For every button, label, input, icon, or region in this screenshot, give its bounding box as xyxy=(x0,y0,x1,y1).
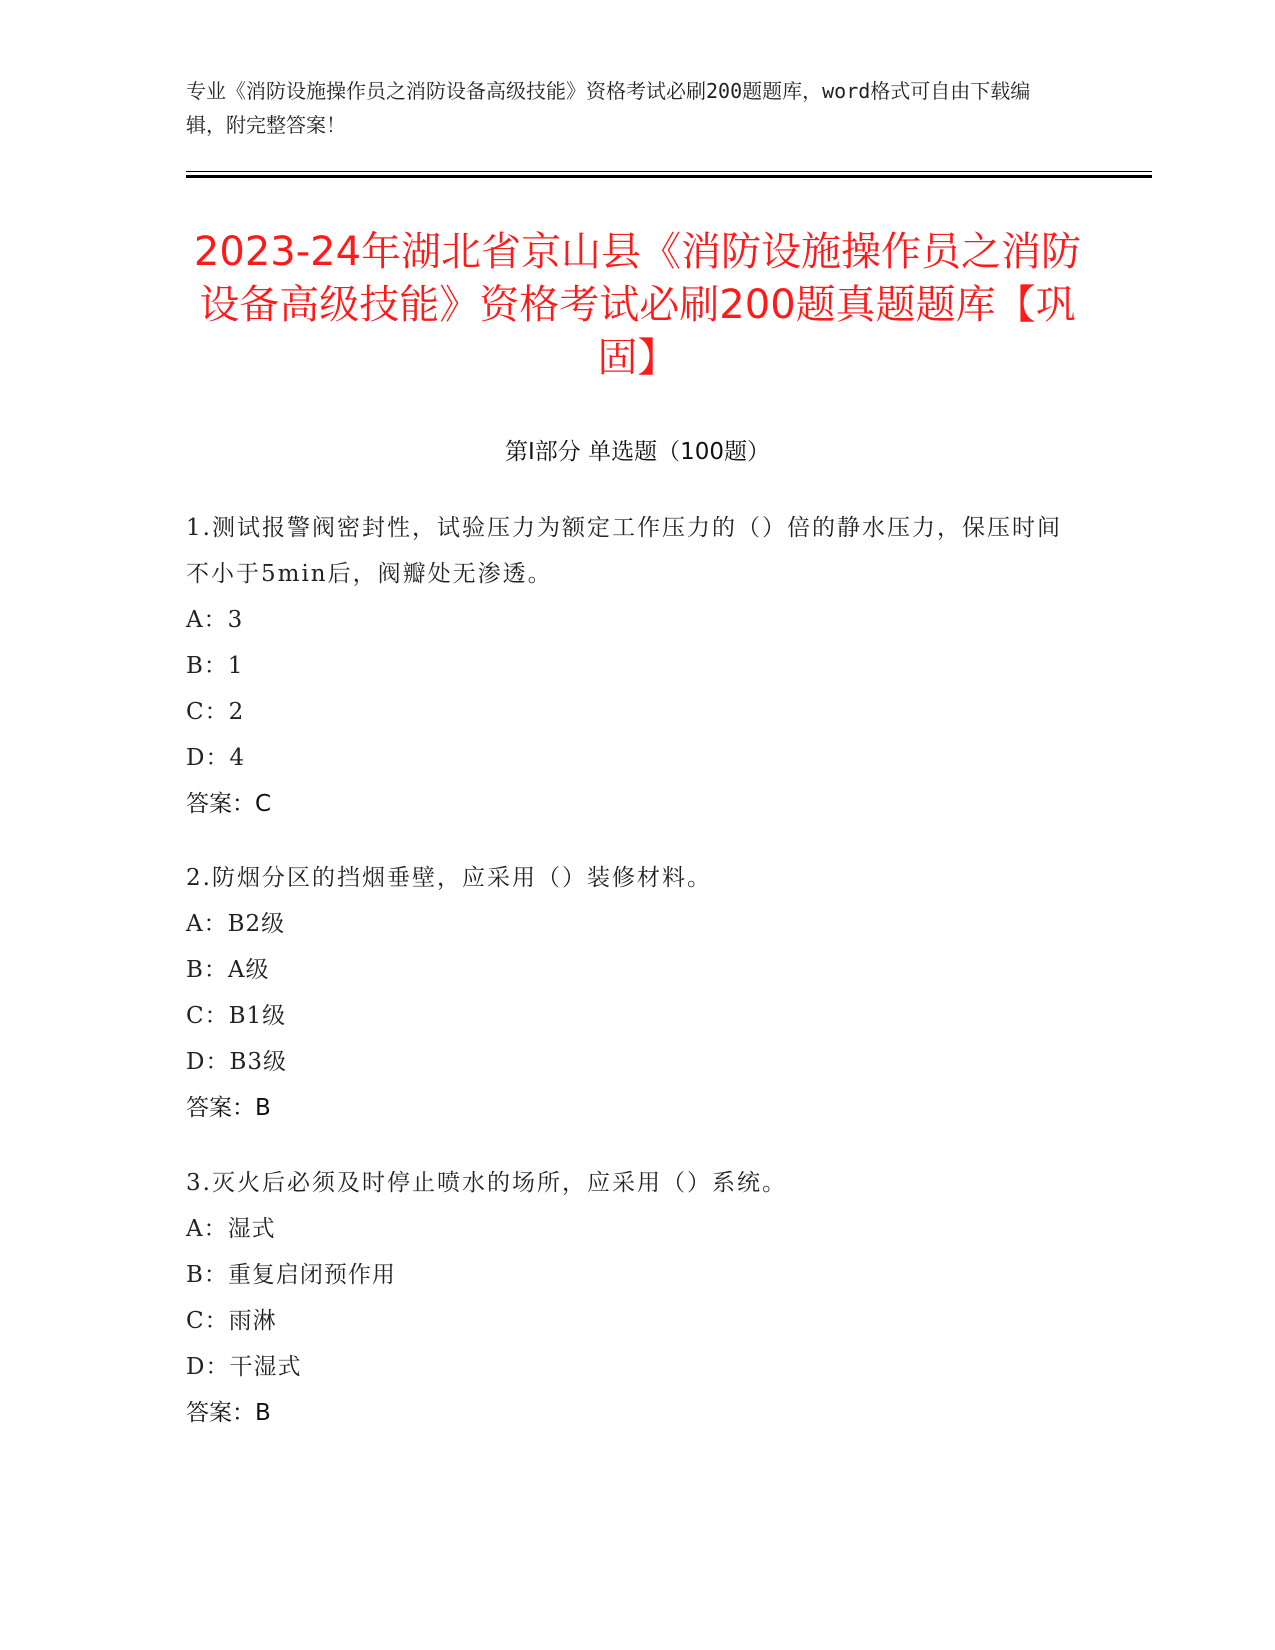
header-divider-thin xyxy=(186,171,1152,172)
option-d: D：B3级 xyxy=(186,1049,287,1075)
question-1 xyxy=(186,505,1066,827)
option-d: D：干湿式 xyxy=(186,1354,302,1380)
question-3 xyxy=(186,1160,1066,1436)
option-a: A：3 xyxy=(186,607,244,633)
option-a: A：B2级 xyxy=(186,911,286,937)
document-title: 2023-24年湖北省京山县《消防设施操作员之消防设备高级技能》资格考试必刷200题真题题库【巩固】 xyxy=(193,229,1082,381)
option-b: B：1 xyxy=(186,653,244,679)
option-b: B：A级 xyxy=(186,957,270,983)
answer: 答案：C xyxy=(186,791,272,817)
answer: 答案：B xyxy=(186,1095,271,1121)
header-note: 专业《消防设施操作员之消防设备高级技能》资格考试必刷200题题库，word格式可自由下载编辑，附完整答案！ xyxy=(186,79,1031,137)
option-d: D：4 xyxy=(186,745,246,771)
answer: 答案：B xyxy=(186,1400,271,1426)
option-a: A：湿式 xyxy=(186,1216,276,1242)
option-c: C：B1级 xyxy=(186,1003,287,1029)
question-stem: 3.灭火后必须及时停止喷水的场所，应采用（）系统。 xyxy=(186,1170,787,1196)
section-heading: 第I部分 单选题（100题） xyxy=(505,439,770,465)
header-divider-thick xyxy=(186,175,1152,178)
option-c: C：雨淋 xyxy=(186,1308,277,1334)
option-c: C：2 xyxy=(186,699,245,725)
question-stem: 1.测试报警阀密封性，试验压力为额定工作压力的（）倍的静水压力，保压时间不小于5min后，阀瓣处无渗透。 xyxy=(186,515,1062,587)
question-2 xyxy=(186,855,1066,1131)
option-b: B：重复启闭预作用 xyxy=(186,1262,396,1288)
question-stem: 2.防烟分区的挡烟垂壁，应采用（）装修材料。 xyxy=(186,865,712,891)
